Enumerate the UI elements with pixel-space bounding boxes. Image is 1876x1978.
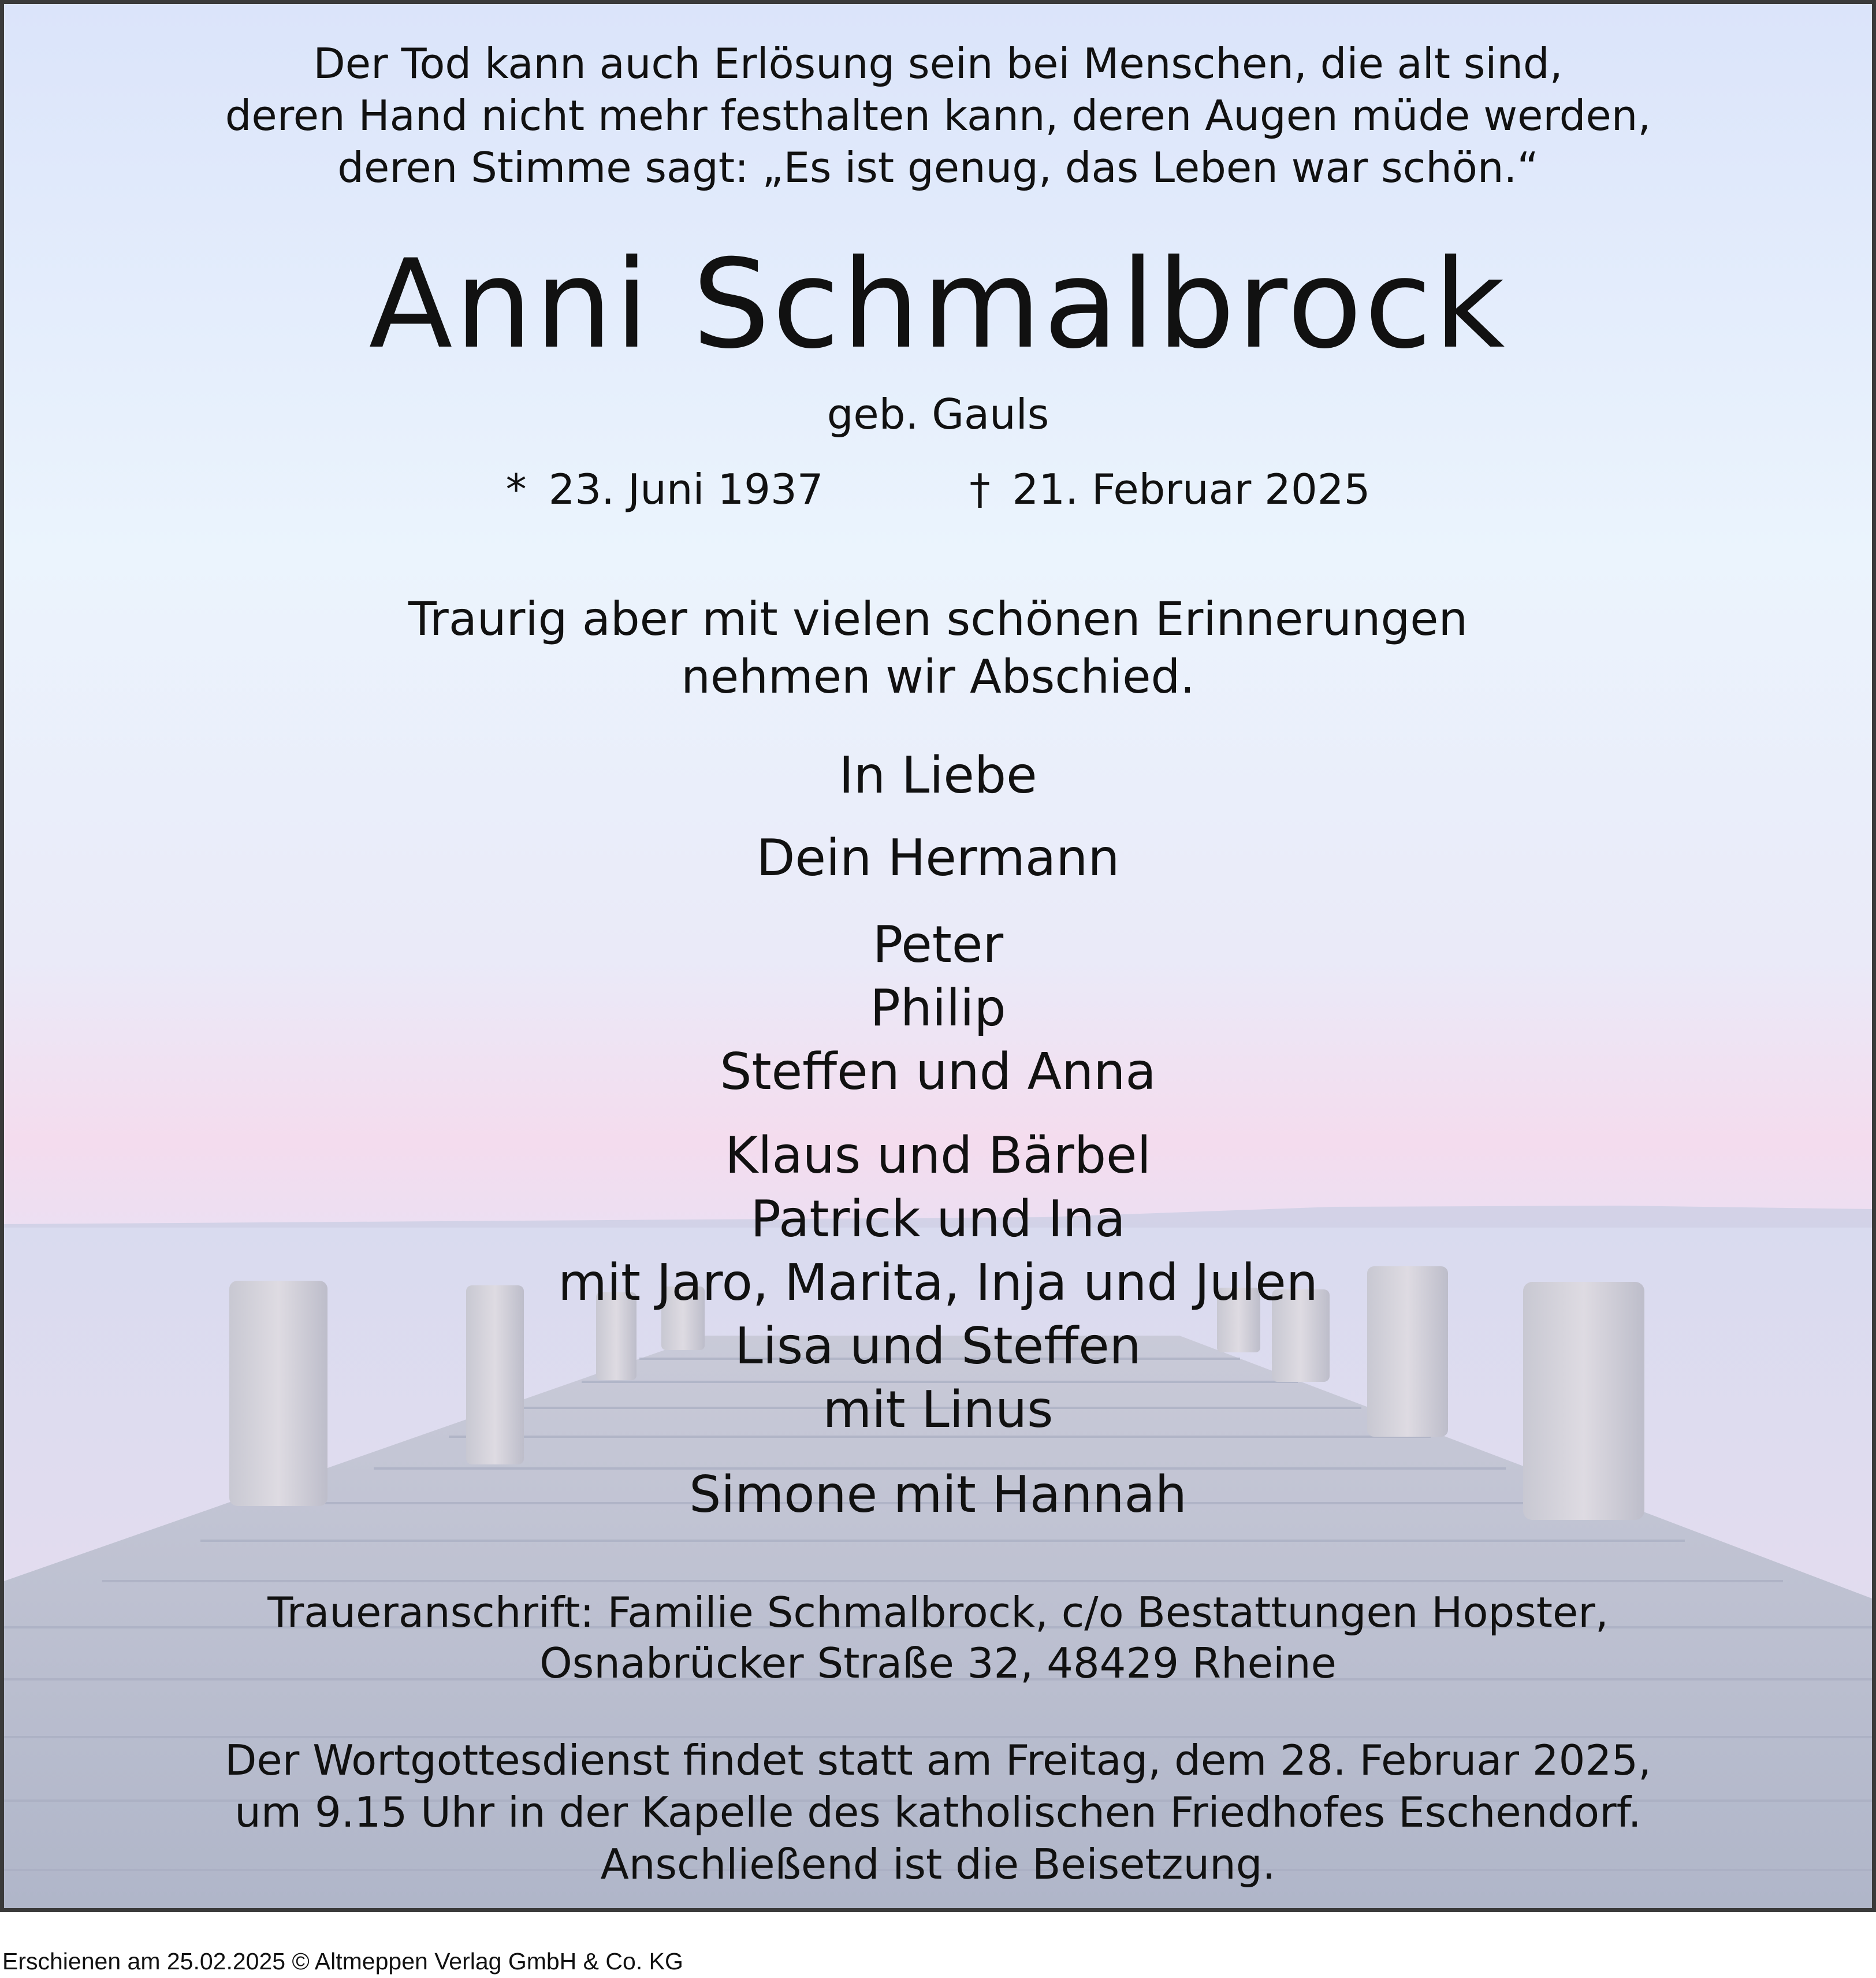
spouse-name: Dein Hermann	[756, 828, 1120, 887]
family-member: Philip	[870, 979, 1006, 1038]
in-love-line: In Liebe	[839, 746, 1037, 805]
mourning-address	[4, 1587, 1872, 1689]
family-member: Klaus und Bärbel	[725, 1126, 1151, 1185]
service-line: Anschließend ist die Beisetzung.	[600, 1840, 1276, 1888]
publication-footer: Erschienen am 25.02.2025 © Altmeppen Verlag GmbH & Co. KG	[2, 1948, 683, 1975]
family-member: Peter	[872, 915, 1004, 974]
maiden-name: geb. Gauls	[827, 390, 1049, 438]
service-line: um 9.15 Uhr in der Kapelle des katholischen Friedhofes Eschendorf.	[234, 1788, 1642, 1836]
death-date-group	[969, 463, 1370, 515]
service-info	[4, 1734, 1872, 1890]
address-line: Osnabrücker Straße 32, 48429 Rheine	[539, 1639, 1337, 1687]
birth-date-group	[506, 463, 824, 515]
quote-line: deren Hand nicht mehr festhalten kann, deren Augen müde werden,	[225, 91, 1651, 140]
death-date: 21. Februar 2025	[1012, 465, 1371, 514]
birth-star-icon: *	[505, 465, 527, 514]
death-cross-icon: †	[969, 465, 991, 514]
quote-line: deren Stimme sagt: „Es ist genug, das Leben war schön.“	[337, 143, 1539, 192]
family-member: Steffen und Anna	[720, 1042, 1156, 1101]
birth-date: 23. Juni 1937	[548, 465, 824, 514]
farewell-line: Traurig aber mit vielen schönen Erinnerungen	[408, 592, 1468, 646]
life-dates	[4, 463, 1872, 515]
quote-text	[4, 38, 1872, 194]
farewell-line: nehmen wir Abschied.	[681, 650, 1195, 704]
family-member: Patrick und Ina	[750, 1189, 1126, 1248]
family-member-last: Simone mit Hannah	[689, 1465, 1187, 1524]
relatives-names	[4, 1124, 1872, 1441]
family-member: mit Jaro, Marita, Inja und Julen	[558, 1253, 1318, 1312]
family-member: mit Linus	[822, 1380, 1054, 1439]
service-line: Der Wortgottesdienst findet statt am Freitag, dem 28. Februar 2025,	[224, 1736, 1651, 1784]
deceased-name: Anni Schmalbrock	[368, 233, 1508, 375]
farewell-text	[4, 590, 1872, 706]
quote-line: Der Tod kann auch Erlösung sein bei Menschen, die alt sind,	[313, 39, 1563, 88]
family-member: Lisa und Steffen	[735, 1317, 1141, 1375]
children-names	[4, 913, 1872, 1103]
address-line: Traueranschrift: Familie Schmalbrock, c/o Bestattungen Hopster,	[267, 1588, 1609, 1637]
